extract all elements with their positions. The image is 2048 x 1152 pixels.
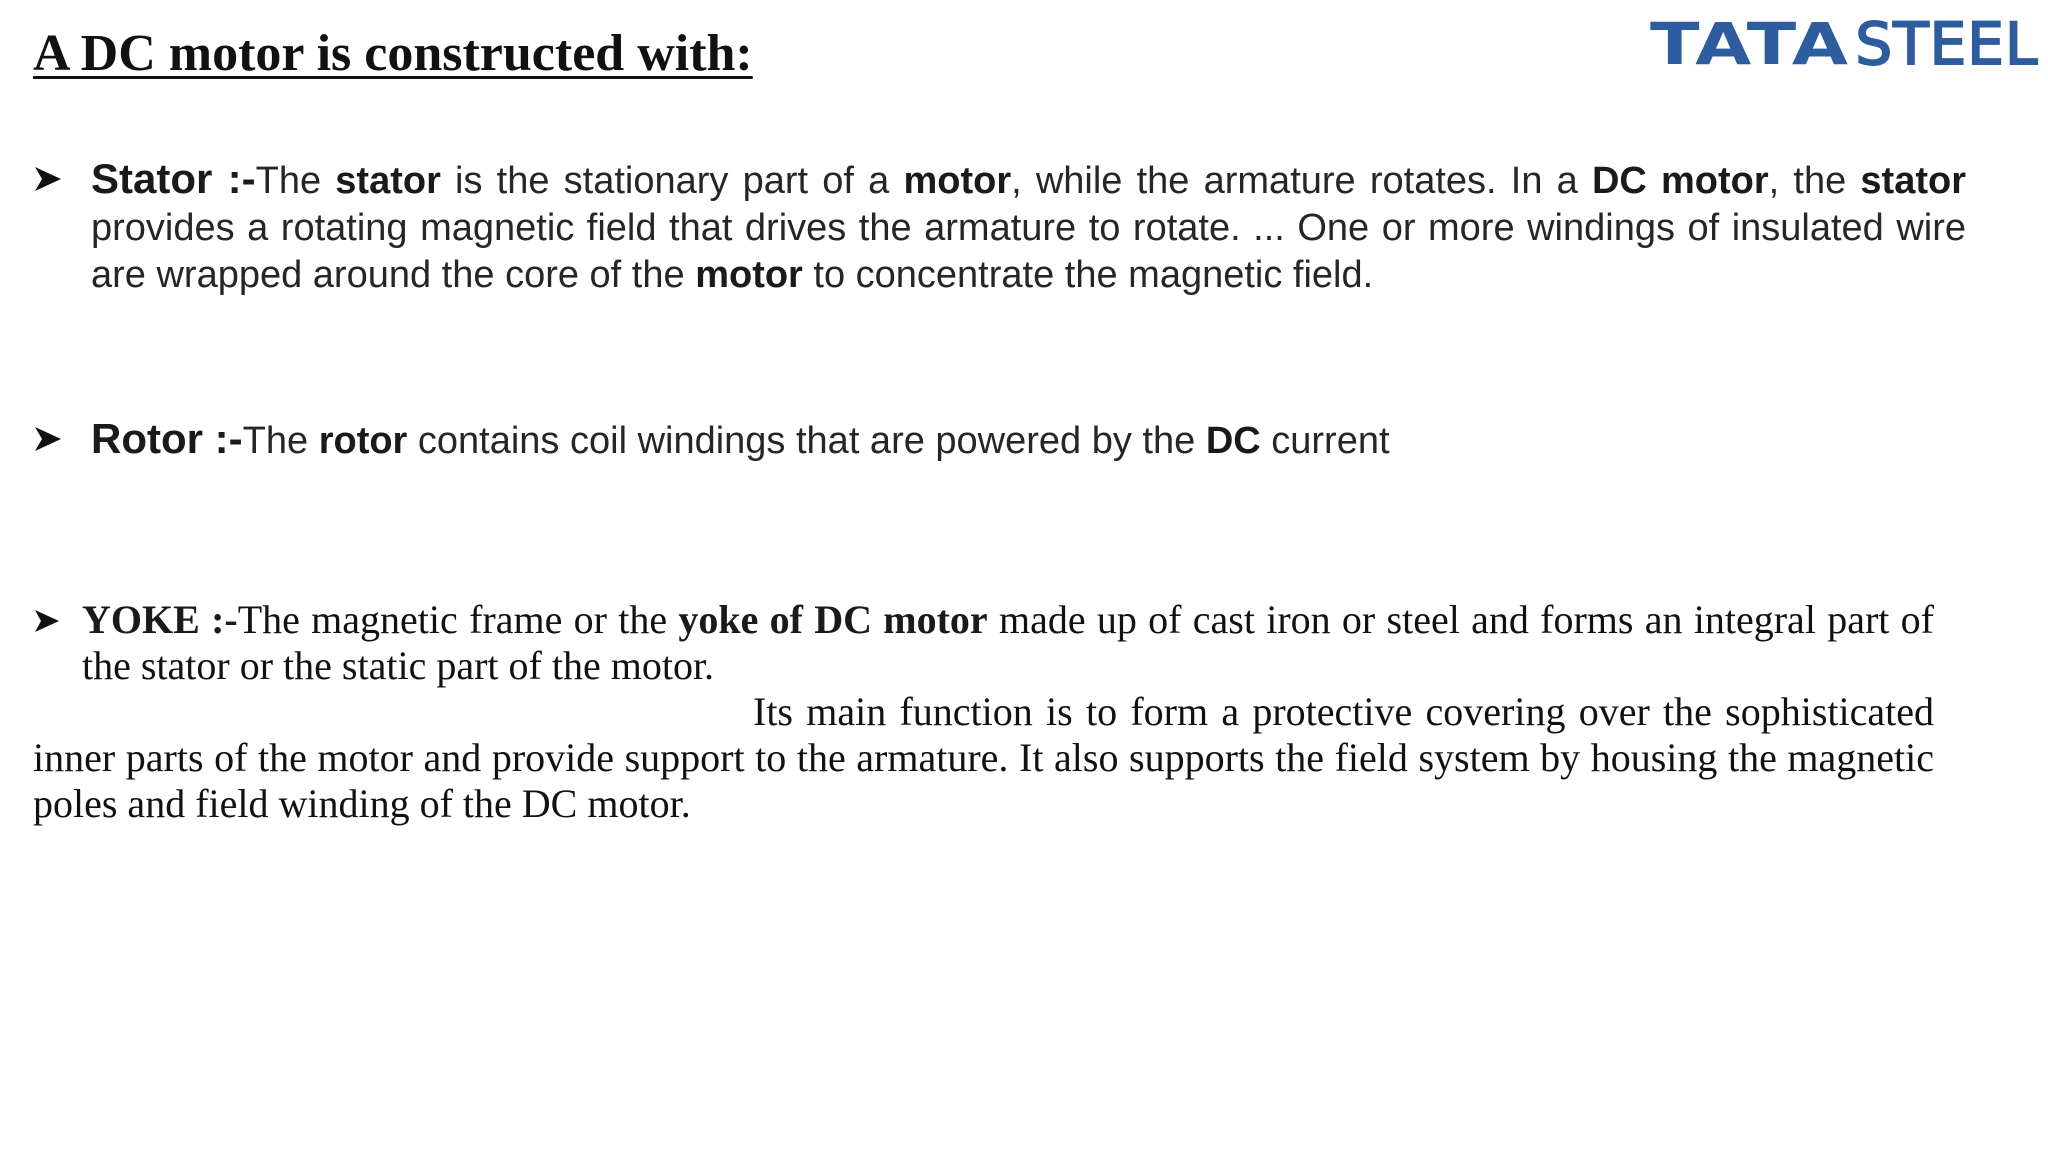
stator-heading: Stator [91, 155, 213, 202]
yoke-continuation-paragraph: Its main function is to form a protective covering over the sophisticated inner parts of the motor and provide support to the armature. It also supports the field system by housing the magnetic poles and field winding of the DC motor. [33, 689, 1934, 826]
yoke-heading: YOKE [82, 597, 200, 642]
rotor-heading: Rotor [91, 415, 203, 462]
tata-steel-logo [1650, 10, 2039, 78]
bullet-stator [33, 155, 1966, 299]
rotor-paragraph: Rotor :-The rotor contains coil windings that are powered by the DC current [91, 415, 1390, 462]
yoke-paragraph: YOKE :-The magnetic frame or the yoke of DC motor made up of cast iron or steel and forms an integral part of the stator or the static part of the motor. [82, 597, 1934, 688]
arrowhead-bullet-icon [33, 155, 63, 202]
bullet-rotor [33, 415, 1966, 465]
logo-word-tata: TATA [1650, 10, 1850, 78]
arrowhead-bullet-icon [33, 415, 63, 462]
bullet-yoke [33, 597, 1934, 689]
logo-word-steel: STEEL [1855, 10, 2039, 78]
stator-paragraph: Stator :-The stator is the stationary part of a motor, while the armature rotates. In a DC motor, the stator provides a rotating magnetic field that drives the armature to rotate. ... One or more windings of insulated wire are wrapped around the core of the motor to concentrate the magnetic field. [91, 155, 1966, 296]
slide-title: A DC motor is constructed with: [33, 25, 753, 82]
arrowhead-bullet-icon [33, 597, 63, 644]
